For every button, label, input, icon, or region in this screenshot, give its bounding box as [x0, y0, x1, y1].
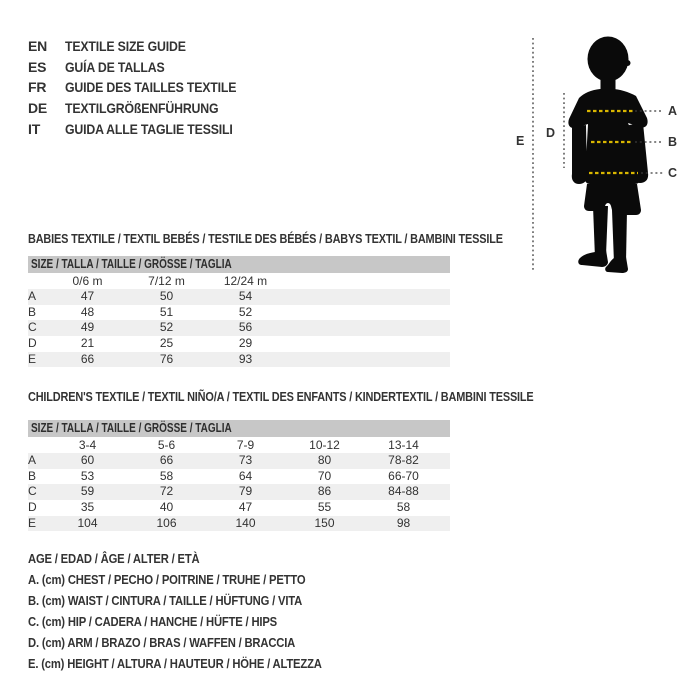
lang-code: ES: [28, 58, 47, 75]
label-height: E: [516, 134, 525, 148]
lang-code: FR: [28, 79, 47, 96]
col-header: 0/6 m: [72, 274, 103, 288]
lang-title: GUIDE DES TAILLES TEXTILE: [65, 79, 237, 96]
lang-code: DE: [28, 100, 48, 117]
size-header-bar: SIZE / TALLA / TAILLE / GRÖSSE / TAGLIA: [28, 420, 450, 437]
lang-row-es: [28, 57, 260, 78]
lang-row-en: [28, 36, 260, 57]
col-header: 7/12 m: [148, 274, 185, 288]
babies-size-table: [28, 256, 450, 367]
legend-age: AGE / EDAD / ÂGE / ALTER / ETÀ: [28, 552, 200, 566]
table-row: A 60 66 73 80 78-82: [28, 453, 450, 469]
legend-height: E. (cm) HEIGHT / ALTURA / HAUTEUR / HÖHE / ALTEZZA: [28, 656, 322, 671]
label-arm: D: [546, 126, 556, 140]
table-row: C 49 52 56: [28, 320, 450, 336]
label-waist: B: [668, 135, 678, 149]
legend-chest: A. (cm) CHEST / PECHO / POITRINE / TRUHE / PETTO: [28, 572, 306, 587]
legend-waist: B. (cm) WAIST / CINTURA / TAILLE / HÜFTUNG / VITA: [28, 593, 303, 608]
col-header: 12/24 m: [223, 274, 268, 288]
col-header: 5-6: [157, 438, 176, 452]
table-row: E 66 76 93: [28, 352, 450, 368]
column-header-row: [28, 273, 450, 289]
lang-title: GUÍA DE TALLAS: [65, 58, 165, 75]
lang-row-it: [28, 119, 260, 140]
lang-code: IT: [28, 120, 41, 137]
lang-row-fr: [28, 77, 260, 98]
label-chest: A: [668, 104, 678, 118]
col-header: 7-9: [236, 438, 255, 452]
lang-row-de: [28, 98, 260, 119]
table-row: A 47 50 54: [28, 289, 450, 305]
lang-title: TEXTILE SIZE GUIDE: [65, 38, 186, 54]
col-header: 3-4: [78, 438, 97, 452]
language-title-list: [28, 36, 260, 140]
lang-code: EN: [28, 38, 48, 54]
table-row: D 35 40 47 55 58: [28, 500, 411, 515]
legend-arm: D. (cm) ARM / BRAZO / BRAS / WAFFEN / BRACCIA: [28, 635, 296, 650]
table-row: B 48 51 52: [28, 304, 253, 319]
children-section-title: CHILDREN'S TEXTILE / TEXTIL NIÑO/A / TEXTIL DES ENFANTS / KINDERTEXTIL / BAMBINI TESSILE: [28, 389, 534, 404]
table-row: C 59 72 79 86 84-88: [28, 484, 450, 500]
label-hip: C: [668, 166, 678, 180]
legend-hip: C. (cm) HIP / CADERA / HANCHE / HÜFTE / HIPS: [28, 614, 277, 629]
table-row: D 21 25 29: [28, 336, 253, 351]
children-size-table: [28, 420, 450, 531]
lang-title: GUIDA ALLE TAGLIE TESSILI: [65, 120, 233, 137]
table-row: E 104 106 140 150 98: [28, 516, 450, 532]
column-header-row: [28, 437, 450, 453]
table-row: B 53 58 64 70 66-70: [28, 468, 419, 483]
measurement-legend: [28, 549, 354, 674]
size-header-bar: SIZE / TALLA / TAILLE / GRÖSSE / TAGLIA: [28, 256, 450, 273]
col-header: 10-12: [309, 438, 340, 452]
babies-section-title: BABIES TEXTILE / TEXTIL BEBÉS / TESTILE DES BÉBÉS / BABYS TEXTIL / BAMBINI TESSILE: [28, 231, 503, 246]
col-header: 13-14: [388, 438, 419, 452]
lang-title: TEXTILGRÖßENFÜHRUNG: [65, 100, 219, 117]
